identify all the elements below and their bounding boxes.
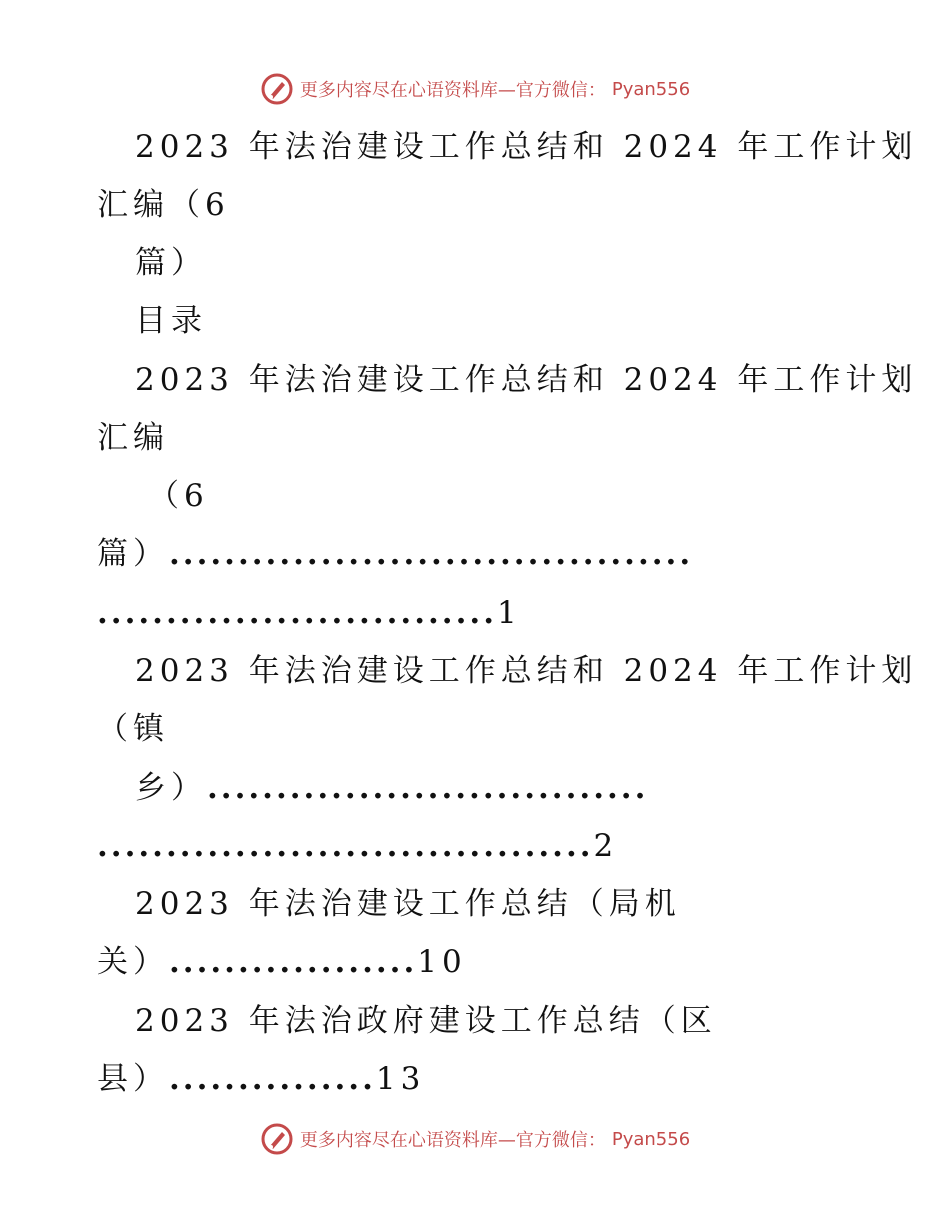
doc-title-line-3: 篇） — [135, 245, 207, 281]
toc-entry-2-line-3 — [0, 768, 950, 808]
pen-logo-icon — [260, 72, 294, 106]
toc-entry-3-page: 10 — [417, 944, 467, 980]
watermark-text: 更多内容尽在心语资料库—官方微信： — [299, 1130, 606, 1151]
leader-dots: ................................ — [207, 770, 649, 806]
toc-entry-2-page: 2 — [593, 828, 619, 864]
toc-heading: 目录 — [135, 303, 207, 339]
toc-entry-3-line-2 — [0, 942, 950, 982]
doc-title-line-1: 2023 年法治建设工作总结和 2024 年工作计划 — [135, 129, 918, 165]
watermark-footer — [0, 1122, 950, 1156]
leader-dots: .................................... — [97, 828, 594, 864]
toc-entry-3-label: 关） — [97, 944, 169, 980]
toc-entry-4-page: 13 — [375, 1061, 426, 1097]
leader-dots: ............... — [169, 1061, 376, 1097]
leader-dots: .................. — [169, 944, 418, 980]
watermark-handle: Pyan556 — [611, 78, 691, 100]
leader-dots: ............................. — [97, 595, 497, 631]
toc-entry-4-line-1: 2023 年法治政府建设工作总结（区 — [135, 1003, 717, 1039]
toc-entry-2-label: 乡） — [135, 770, 207, 806]
toc-entry-3-line-1: 2023 年法治建设工作总结（局机 — [135, 886, 681, 922]
doc-title-line-2: 汇编（6 — [97, 187, 230, 223]
toc-entry-4-label: 县） — [97, 1061, 169, 1097]
toc-entry-4-line-2 — [0, 1059, 950, 1099]
toc-entry-1-line-1: 2023 年法治建设工作总结和 2024 年工作计划 — [135, 362, 918, 398]
toc-entry-1-label: 篇） — [97, 536, 169, 572]
pen-logo-icon — [260, 1122, 294, 1156]
toc-entry-2-line-4 — [0, 826, 950, 866]
toc-entry-1-line-2: 汇编 — [97, 420, 169, 456]
toc-entry-1-line-3: （6 — [148, 478, 209, 514]
toc-entry-2-line-1: 2023 年法治建设工作总结和 2024 年工作计划 — [135, 653, 918, 689]
watermark-handle: Pyan556 — [611, 1128, 691, 1150]
watermark-text: 更多内容尽在心语资料库—官方微信： — [299, 80, 606, 101]
watermark-header — [0, 72, 950, 106]
toc-entry-2-line-2: （镇 — [97, 711, 169, 747]
toc-entry-1-line-4 — [0, 534, 950, 574]
toc-entry-1-line-5 — [0, 593, 950, 633]
toc-entry-1-page: 1 — [496, 595, 522, 631]
leader-dots: ...................................... — [169, 536, 694, 572]
